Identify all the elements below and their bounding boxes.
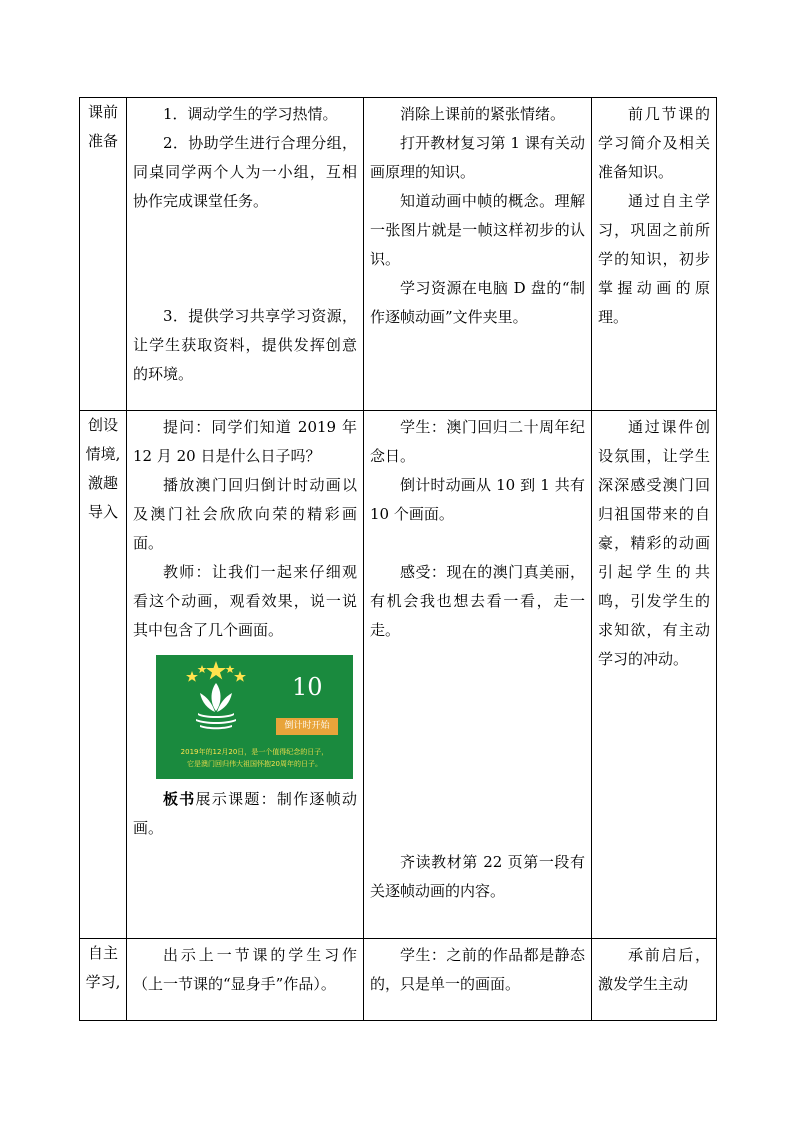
teacher-text: 播放澳门回归倒计时动画以及澳门社会欣欣向荣的精彩画面。 [133, 476, 357, 552]
phase-label: 自主 学习, [85, 944, 121, 991]
phase-label: 创设 情境, 激趣 导入 [85, 416, 121, 521]
teacher-text: 1．调动学生的学习热情。 [163, 105, 338, 123]
phase-cell [80, 939, 127, 1021]
teacher-activity-cell [127, 939, 364, 1021]
phase-cell [80, 98, 127, 411]
teacher-text: 出示上一节课的学生习作（上一节课的“显身手”作品）。 [133, 946, 357, 993]
image-caption-line: 它是澳门回归伟大祖国怀抱20周年的日子。 [187, 760, 322, 768]
student-text: 学习资源在电脑 D 盘的“制作逐帧动画”文件夹里。 [370, 279, 585, 326]
teacher-text: 3．提供学习共享学习资源，让学生获取资料，提供发挥创意的环境。 [133, 307, 357, 383]
design-intent-cell [592, 98, 717, 411]
student-text: 知道动画中帧的概念。理解一张图片就是一帧这样初步的认识。 [370, 192, 585, 268]
student-text: 学生：澳门回归二十周年纪念日。 [370, 418, 585, 465]
student-activity-cell [364, 411, 592, 939]
table-row [80, 98, 717, 411]
macau-flag-emblem-icon [170, 659, 270, 735]
phase-cell [80, 411, 127, 939]
student-text: 打开教材复习第 1 课有关动画原理的知识。 [370, 134, 585, 181]
student-text: 消除上课前的紧张情绪。 [400, 105, 566, 123]
intent-text: 通过课件创设氛围，让学生深深感受澳门回归祖国带来的自豪，精彩的动画引起学生的共鸣，引发学生的求知欲，有主动学习的冲动。 [598, 418, 710, 668]
intent-text: 前几节课的学习简介及相关准备知识。 [598, 105, 710, 181]
phase-label: 课前 准备 [87, 103, 118, 150]
student-text: 齐读教材第 22 页第一段有关逐帧动画的内容。 [370, 853, 585, 900]
student-text: 倒计时动画从 10 到 1 共有 10 个画面。 [370, 476, 585, 523]
countdown-number: 10 [292, 673, 323, 701]
student-activity-cell [364, 98, 592, 411]
design-intent-cell [592, 939, 717, 1021]
intent-text: 承前启后，激发学生主动 [598, 946, 710, 993]
teacher-text: 教师：让我们一起来仔细观看这个动画，观看效果，说一说其中包含了几个画面。 [133, 563, 357, 639]
macau-countdown-image [156, 655, 353, 779]
table-row [80, 411, 717, 939]
student-text: 学生：之前的作品都是静态的，只是单一的画面。 [370, 946, 585, 993]
design-intent-cell [592, 411, 717, 939]
student-activity-cell [364, 939, 592, 1021]
image-caption-line: 2019年的12月20日，是一个值得纪念的日子， [180, 748, 329, 756]
table-row [80, 939, 717, 1021]
teacher-activity-cell [127, 98, 364, 411]
teacher-activity-cell [127, 411, 364, 939]
teacher-text: 提问：同学们知道 2019 年 12 月 20 日是什么日子吗？ [133, 418, 357, 465]
student-text: 感受：现在的澳门真美丽，有机会我也想去看一看，走一走。 [370, 563, 585, 639]
intent-text: 通过自主学习，巩固之前所学的知识，初步掌握动画的原理。 [598, 192, 710, 326]
lesson-plan-table [79, 97, 717, 1021]
countdown-start-button: 倒计时开始 [276, 718, 338, 735]
teacher-text: 2．协助学生进行合理分组，同桌同学两个人为一小组，互相协作完成课堂任务。 [133, 134, 357, 210]
board-text: 板书展示课题：制作逐帧动画。 [133, 790, 357, 837]
